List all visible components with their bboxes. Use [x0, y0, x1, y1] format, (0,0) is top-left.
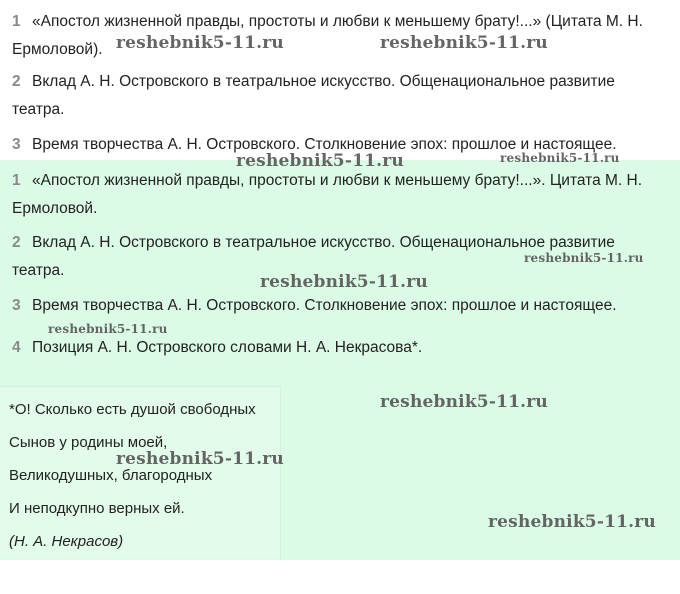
watermark: reshebnik5-11.ru: [260, 272, 428, 292]
watermark: reshebnik5-11.ru: [116, 449, 284, 469]
item-number: 1: [12, 172, 21, 189]
list-item: [12, 292, 662, 320]
poem-line: Великодушных, благородных: [9, 467, 213, 484]
item-number: 1: [12, 13, 21, 30]
item-text: Время творчества А. Н. Островского. Столкновение эпох: прошлое и настоящее.: [32, 136, 617, 153]
watermark: reshebnik5-11.ru: [524, 251, 644, 265]
item-text: «Апостол жизненной правды, простоты и любви к меньшему брату!...» (Цитата М. Н. Ермоловой).: [12, 13, 643, 58]
watermark: reshebnik5-11.ru: [236, 151, 404, 171]
list-item: [12, 167, 662, 223]
item-text: Время творчества А. Н. Островского. Столкновение эпох: прошлое и настоящее.: [32, 297, 617, 314]
poem-author: (Н. А. Некрасов): [9, 533, 124, 550]
watermark: reshebnik5-11.ru: [500, 151, 620, 165]
item-text: Позиция А. Н. Островского словами Н. А. Некрасова*.: [32, 339, 423, 356]
item-number: 2: [12, 234, 21, 251]
watermark: reshebnik5-11.ru: [116, 33, 284, 53]
list-item: [12, 334, 662, 362]
item-text: «Апостол жизненной правды, простоты и любви к меньшему брату!...». Цитата М. Н. Ермоловой.: [12, 172, 643, 217]
item-number: 4: [12, 339, 21, 356]
watermark: reshebnik5-11.ru: [48, 322, 168, 336]
list-item: [12, 8, 662, 64]
item-number: 3: [12, 136, 21, 153]
watermark: reshebnik5-11.ru: [488, 512, 656, 532]
watermark: reshebnik5-11.ru: [380, 392, 548, 412]
list-item: [12, 68, 662, 124]
poem-line: Сынов у родины моей,: [9, 434, 168, 451]
item-text: Вклад А. Н. Островского в театральное искусство. Общенациональное развитие театра.: [12, 234, 615, 279]
poem-line: И неподкупно верных ей.: [9, 500, 185, 517]
poem-line: *О! Сколько есть душой свободных: [9, 401, 256, 418]
item-number: 2: [12, 73, 21, 90]
footnote-poem: [0, 386, 281, 559]
item-number: 3: [12, 297, 21, 314]
item-text: Вклад А. Н. Островского в театральное искусство. Общенациональное развитие театра.: [12, 73, 615, 118]
watermark: reshebnik5-11.ru: [380, 33, 548, 53]
